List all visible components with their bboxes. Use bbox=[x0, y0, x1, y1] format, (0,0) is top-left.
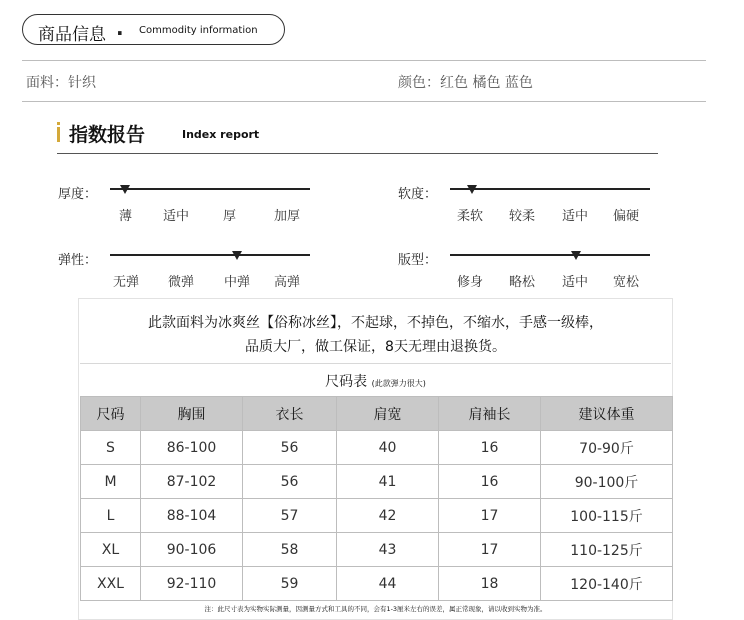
scale-marker bbox=[232, 251, 242, 260]
scale-track bbox=[450, 254, 650, 256]
scale-option: 加厚 bbox=[274, 209, 301, 224]
scale-option: 柔软 bbox=[457, 209, 484, 224]
table-row bbox=[81, 431, 673, 465]
table-row bbox=[81, 499, 673, 533]
divider bbox=[22, 60, 706, 61]
scale-option: 较柔 bbox=[509, 209, 536, 224]
scale-option: 无弹 bbox=[113, 275, 140, 290]
divider bbox=[22, 101, 706, 102]
scale-option: 高弹 bbox=[274, 275, 301, 290]
scale-marker bbox=[571, 251, 581, 260]
column-header: 肩袖长 bbox=[439, 397, 541, 431]
column-header: 肩宽 bbox=[337, 397, 439, 431]
size-table-footnote: 注：此尺寸表为实物实际测量，因测量方式和工具的不同，会有1-3厘米左右的误差，属正常现象，请以收到实物为准。 bbox=[204, 605, 547, 613]
scale-option: 略松 bbox=[509, 275, 536, 290]
index-title-en: Index report bbox=[182, 128, 260, 141]
scale-option: 厚 bbox=[223, 209, 237, 224]
table-cell: 90-100斤 bbox=[541, 465, 673, 499]
accent-mark bbox=[57, 127, 60, 142]
section-title: 商品信息 bbox=[38, 25, 106, 45]
scale-option: 适中 bbox=[562, 209, 589, 224]
column-header: 衣长 bbox=[243, 397, 337, 431]
table-cell: 100-115斤 bbox=[541, 499, 673, 533]
table-cell: 56 bbox=[243, 431, 337, 465]
fabric-info: 面料：针织 bbox=[26, 75, 96, 91]
table-cell: 88-104 bbox=[141, 499, 243, 533]
table-cell: 18 bbox=[439, 567, 541, 601]
table-row bbox=[81, 567, 673, 601]
table-row bbox=[81, 465, 673, 499]
column-header: 尺码 bbox=[81, 397, 141, 431]
index-underline bbox=[57, 153, 658, 154]
table-row bbox=[81, 533, 673, 567]
size-table-subtitle: (此款弹力很大) bbox=[371, 379, 426, 388]
table-cell: 42 bbox=[337, 499, 439, 533]
table-cell: 57 bbox=[243, 499, 337, 533]
scale-option: 修身 bbox=[457, 275, 484, 290]
table-cell: 16 bbox=[439, 431, 541, 465]
scale-option: 薄 bbox=[119, 209, 133, 224]
table-cell: M bbox=[81, 465, 141, 499]
table-cell: 86-100 bbox=[141, 431, 243, 465]
table-cell: XL bbox=[81, 533, 141, 567]
table-cell: 43 bbox=[337, 533, 439, 567]
size-table-title-text: 尺码表 bbox=[325, 374, 368, 390]
size-table bbox=[80, 396, 673, 601]
section-title-en: Commodity information bbox=[139, 25, 258, 36]
table-cell: 87-102 bbox=[141, 465, 243, 499]
table-cell: 17 bbox=[439, 499, 541, 533]
table-cell: L bbox=[81, 499, 141, 533]
accent-mark bbox=[57, 122, 60, 125]
scale-option: 中弹 bbox=[224, 275, 251, 290]
scale-track bbox=[110, 188, 310, 190]
table-header-row bbox=[81, 397, 673, 431]
scale-marker bbox=[120, 185, 130, 194]
table-cell: 120-140斤 bbox=[541, 567, 673, 601]
scale-option: 适中 bbox=[163, 209, 190, 224]
metric-label-fit: 版型： bbox=[398, 253, 438, 268]
color-info: 颜色：红色 橘色 蓝色 bbox=[398, 75, 533, 91]
scale-option: 微弹 bbox=[168, 275, 195, 290]
table-cell: 44 bbox=[337, 567, 439, 601]
table-cell: 56 bbox=[243, 465, 337, 499]
scale-option: 适中 bbox=[562, 275, 589, 290]
table-cell: S bbox=[81, 431, 141, 465]
fabric-note: 此款面料为冰爽丝【俗称冰丝】，不起球，不掉色，不缩水，手感一级棒， bbox=[148, 315, 603, 331]
service-note: 品质大厂，做工保证，8天无理由退换货。 bbox=[245, 339, 506, 355]
size-table-title bbox=[78, 371, 673, 391]
scale-option: 偏硬 bbox=[613, 209, 640, 224]
metric-label-thickness: 厚度： bbox=[58, 187, 98, 202]
scale-track bbox=[450, 188, 650, 190]
table-cell: 41 bbox=[337, 465, 439, 499]
table-cell: 17 bbox=[439, 533, 541, 567]
table-cell: 40 bbox=[337, 431, 439, 465]
table-cell: XXL bbox=[81, 567, 141, 601]
table-cell: 59 bbox=[243, 567, 337, 601]
column-header: 建议体重 bbox=[541, 397, 673, 431]
table-cell: 70-90斤 bbox=[541, 431, 673, 465]
divider bbox=[80, 363, 671, 364]
table-cell: 16 bbox=[439, 465, 541, 499]
table-cell: 110-125斤 bbox=[541, 533, 673, 567]
column-header: 胸围 bbox=[141, 397, 243, 431]
index-title: 指数报告 bbox=[69, 124, 146, 146]
table-cell: 58 bbox=[243, 533, 337, 567]
metric-label-elasticity: 弹性： bbox=[58, 253, 98, 268]
table-cell: 90-106 bbox=[141, 533, 243, 567]
scale-option: 宽松 bbox=[613, 275, 640, 290]
scale-track bbox=[110, 254, 310, 256]
scale-marker bbox=[467, 185, 477, 194]
metric-label-softness: 软度： bbox=[398, 187, 438, 202]
title-dot: . bbox=[116, 16, 124, 40]
table-cell: 92-110 bbox=[141, 567, 243, 601]
